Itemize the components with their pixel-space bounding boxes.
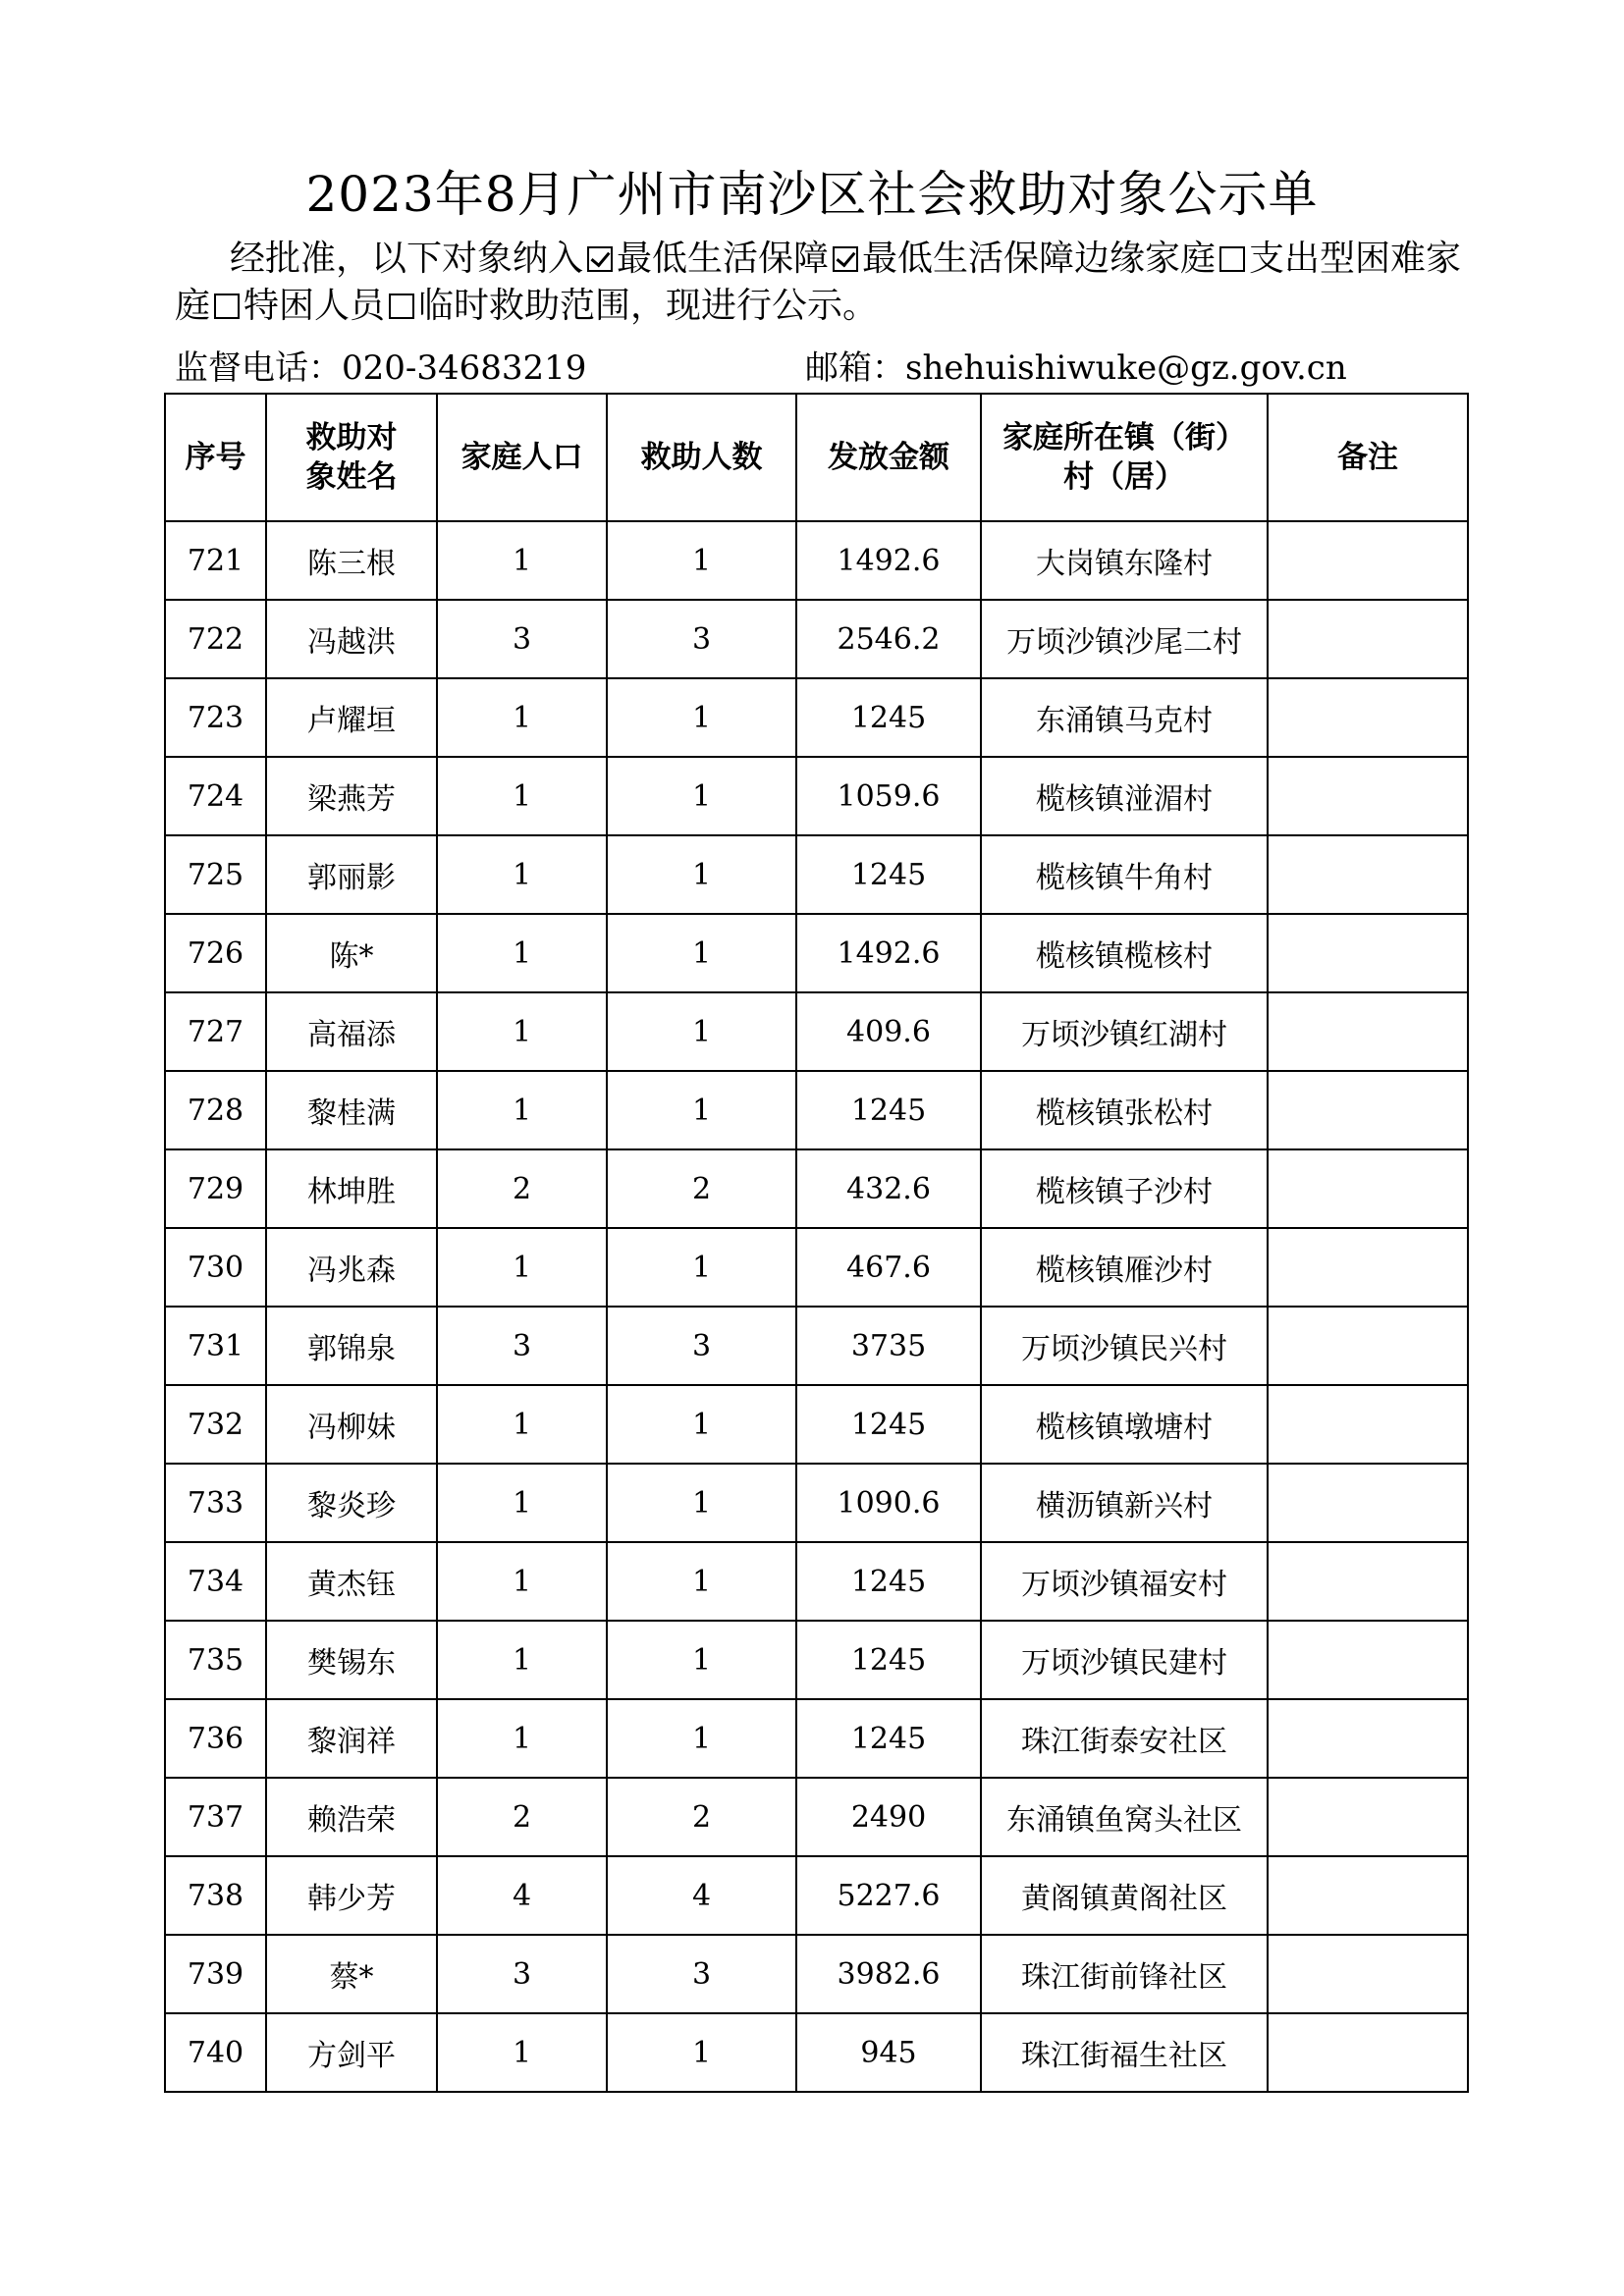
cell-name: 卢耀垣: [266, 678, 437, 757]
cell-remarks: [1268, 2013, 1468, 2092]
cell-serial: 724: [165, 757, 266, 835]
cell-amount: 1059.6: [796, 757, 981, 835]
table-row: [165, 1149, 1468, 1228]
cell-family-size: 3: [437, 1935, 607, 2013]
cell-aided-count: 1: [607, 1621, 796, 1699]
cell-location: 东涌镇马克村: [981, 678, 1268, 757]
table-row: [165, 992, 1468, 1071]
table-row: [165, 835, 1468, 914]
cell-aided-count: 3: [607, 1935, 796, 2013]
cell-serial: 740: [165, 2013, 266, 2092]
cell-aided-count: 4: [607, 1856, 796, 1935]
cell-family-size: 2: [437, 1778, 607, 1856]
header-location: 家庭所在镇（街）村（居）: [981, 394, 1268, 521]
cell-name: 黄杰钰: [266, 1542, 437, 1621]
table-row: [165, 1856, 1468, 1935]
cell-aided-count: 1: [607, 1071, 796, 1149]
cell-aided-count: 1: [607, 678, 796, 757]
cell-serial: 726: [165, 914, 266, 992]
cell-location: 珠江街福生社区: [981, 2013, 1268, 2092]
table-row: [165, 678, 1468, 757]
cell-name: 樊锡东: [266, 1621, 437, 1699]
table-row: [165, 2013, 1468, 2092]
option-label: 支出型困难家庭: [175, 239, 1462, 326]
cell-amount: 1245: [796, 678, 981, 757]
cell-remarks: [1268, 1149, 1468, 1228]
cell-aided-count: 1: [607, 914, 796, 992]
table-row: [165, 1699, 1468, 1778]
header-aided-count: 救助人数: [607, 394, 796, 521]
cell-amount: 467.6: [796, 1228, 981, 1307]
cell-name: 林坤胜: [266, 1149, 437, 1228]
cell-location: 珠江街泰安社区: [981, 1699, 1268, 1778]
cell-serial: 733: [165, 1464, 266, 1542]
cell-aided-count: 1: [607, 1464, 796, 1542]
cell-family-size: 1: [437, 1071, 607, 1149]
table-row: [165, 1385, 1468, 1464]
unchecked-checkbox-icon: [389, 294, 414, 319]
cell-amount: 2490: [796, 1778, 981, 1856]
cell-location: 榄核镇牛角村: [981, 835, 1268, 914]
option-label: 最低生活保障: [617, 239, 830, 279]
intro-suffix: 范围，现进行公示。: [560, 286, 879, 326]
cell-amount: 945: [796, 2013, 981, 2092]
cell-aided-count: 3: [607, 1307, 796, 1385]
table-row: [165, 1464, 1468, 1542]
option-label: 特困人员: [244, 286, 386, 326]
cell-location: 万顷沙镇红湖村: [981, 992, 1268, 1071]
table-row: [165, 1228, 1468, 1307]
cell-family-size: 1: [437, 1542, 607, 1621]
cell-name: 冯越洪: [266, 600, 437, 678]
cell-amount: 3735: [796, 1307, 981, 1385]
email-address: 邮箱：shehuishiwuke@gz.gov.cn: [805, 348, 1347, 388]
recipients-table: [164, 393, 1469, 2093]
checked-checkbox-icon: [587, 246, 613, 272]
cell-name: 赖浩荣: [266, 1778, 437, 1856]
cell-serial: 721: [165, 521, 266, 600]
cell-aided-count: 3: [607, 600, 796, 678]
table-header-row: [165, 394, 1468, 521]
cell-aided-count: 1: [607, 1228, 796, 1307]
cell-remarks: [1268, 992, 1468, 1071]
option-label: 临时救助: [418, 286, 561, 326]
cell-remarks: [1268, 835, 1468, 914]
header-amount: 发放金额: [796, 394, 981, 521]
cell-aided-count: 1: [607, 835, 796, 914]
cell-serial: 723: [165, 678, 266, 757]
cell-aided-count: 1: [607, 1542, 796, 1621]
table-row: [165, 1935, 1468, 2013]
cell-family-size: 3: [437, 600, 607, 678]
cell-aided-count: 1: [607, 521, 796, 600]
table-row: [165, 1621, 1468, 1699]
cell-location: 万顷沙镇福安村: [981, 1542, 1268, 1621]
unchecked-checkbox-icon: [214, 294, 240, 319]
cell-serial: 736: [165, 1699, 266, 1778]
cell-remarks: [1268, 1464, 1468, 1542]
cell-location: 万顷沙镇民建村: [981, 1621, 1268, 1699]
cell-name: 冯兆森: [266, 1228, 437, 1307]
table-row: [165, 600, 1468, 678]
cell-remarks: [1268, 1228, 1468, 1307]
cell-serial: 738: [165, 1856, 266, 1935]
cell-name: 黎炎珍: [266, 1464, 437, 1542]
cell-location: 东涌镇鱼窝头社区: [981, 1778, 1268, 1856]
contact-line: [175, 348, 1471, 388]
cell-serial: 737: [165, 1778, 266, 1856]
cell-location: 万顷沙镇民兴村: [981, 1307, 1268, 1385]
cell-remarks: [1268, 1385, 1468, 1464]
cell-serial: 729: [165, 1149, 266, 1228]
table-row: [165, 1071, 1468, 1149]
cell-serial: 727: [165, 992, 266, 1071]
cell-remarks: [1268, 600, 1468, 678]
cell-location: 榄核镇雁沙村: [981, 1228, 1268, 1307]
cell-family-size: 1: [437, 992, 607, 1071]
cell-name: 蔡*: [266, 1935, 437, 2013]
cell-location: 大岗镇东隆村: [981, 521, 1268, 600]
cell-amount: 1245: [796, 1385, 981, 1464]
cell-name: 高福添: [266, 992, 437, 1071]
cell-serial: 734: [165, 1542, 266, 1621]
cell-name: 郭锦泉: [266, 1307, 437, 1385]
cell-location: 珠江街前锋社区: [981, 1935, 1268, 2013]
cell-remarks: [1268, 678, 1468, 757]
cell-family-size: 1: [437, 1699, 607, 1778]
cell-remarks: [1268, 521, 1468, 600]
table-row: [165, 914, 1468, 992]
cell-name: 陈*: [266, 914, 437, 992]
cell-location: 横沥镇新兴村: [981, 1464, 1268, 1542]
cell-aided-count: 1: [607, 2013, 796, 2092]
intro-prefix: 经批准，以下对象纳入: [230, 239, 584, 279]
cell-aided-count: 1: [607, 992, 796, 1071]
cell-remarks: [1268, 1935, 1468, 2013]
cell-serial: 735: [165, 1621, 266, 1699]
header-name: 救助对象姓名: [266, 394, 437, 521]
cell-family-size: 1: [437, 1621, 607, 1699]
cell-aided-count: 1: [607, 1385, 796, 1464]
cell-serial: 722: [165, 600, 266, 678]
cell-amount: 3982.6: [796, 1935, 981, 2013]
cell-remarks: [1268, 914, 1468, 992]
cell-name: 冯柳妹: [266, 1385, 437, 1464]
cell-amount: 1245: [796, 1621, 981, 1699]
cell-aided-count: 2: [607, 1778, 796, 1856]
cell-remarks: [1268, 1071, 1468, 1149]
cell-name: 梁燕芳: [266, 757, 437, 835]
cell-family-size: 1: [437, 1385, 607, 1464]
cell-amount: 432.6: [796, 1149, 981, 1228]
cell-location: 榄核镇子沙村: [981, 1149, 1268, 1228]
cell-family-size: 1: [437, 2013, 607, 2092]
cell-name: 方剑平: [266, 2013, 437, 2092]
cell-amount: 1492.6: [796, 914, 981, 992]
cell-name: 韩少芳: [266, 1856, 437, 1935]
cell-name: 黎桂满: [266, 1071, 437, 1149]
cell-family-size: 1: [437, 914, 607, 992]
table-row: [165, 1542, 1468, 1621]
cell-location: 榄核镇墩塘村: [981, 1385, 1268, 1464]
cell-remarks: [1268, 1542, 1468, 1621]
table-row: [165, 757, 1468, 835]
cell-amount: 409.6: [796, 992, 981, 1071]
unchecked-checkbox-icon: [1219, 246, 1245, 272]
cell-amount: 1245: [796, 835, 981, 914]
cell-amount: 1245: [796, 1071, 981, 1149]
header-serial: 序号: [165, 394, 266, 521]
cell-aided-count: 2: [607, 1149, 796, 1228]
cell-amount: 1492.6: [796, 521, 981, 600]
cell-name: 陈三根: [266, 521, 437, 600]
cell-remarks: [1268, 757, 1468, 835]
cell-aided-count: 1: [607, 757, 796, 835]
table-row: [165, 1778, 1468, 1856]
cell-family-size: 4: [437, 1856, 607, 1935]
cell-remarks: [1268, 1699, 1468, 1778]
cell-location: 黄阁镇黄阁社区: [981, 1856, 1268, 1935]
cell-remarks: [1268, 1778, 1468, 1856]
cell-location: 榄核镇湴湄村: [981, 757, 1268, 835]
cell-name: 郭丽影: [266, 835, 437, 914]
header-family-size: 家庭人口: [437, 394, 607, 521]
cell-family-size: 1: [437, 757, 607, 835]
cell-location: 榄核镇榄核村: [981, 914, 1268, 992]
cell-location: 万顷沙镇沙尾二村: [981, 600, 1268, 678]
cell-serial: 739: [165, 1935, 266, 2013]
supervision-phone: 监督电话：020-34683219: [175, 348, 587, 388]
intro-paragraph: [175, 236, 1471, 330]
table-row: [165, 521, 1468, 600]
cell-location: 榄核镇张松村: [981, 1071, 1268, 1149]
cell-family-size: 1: [437, 1464, 607, 1542]
cell-family-size: 3: [437, 1307, 607, 1385]
cell-serial: 732: [165, 1385, 266, 1464]
cell-amount: 1245: [796, 1542, 981, 1621]
cell-amount: 1090.6: [796, 1464, 981, 1542]
cell-amount: 2546.2: [796, 600, 981, 678]
cell-family-size: 1: [437, 678, 607, 757]
cell-amount: 5227.6: [796, 1856, 981, 1935]
table-row: [165, 1307, 1468, 1385]
cell-family-size: 2: [437, 1149, 607, 1228]
cell-remarks: [1268, 1307, 1468, 1385]
cell-serial: 728: [165, 1071, 266, 1149]
option-label: 最低生活保障边缘家庭: [862, 239, 1217, 279]
cell-amount: 1245: [796, 1699, 981, 1778]
cell-remarks: [1268, 1856, 1468, 1935]
checked-checkbox-icon: [833, 246, 858, 272]
cell-aided-count: 1: [607, 1699, 796, 1778]
cell-serial: 730: [165, 1228, 266, 1307]
table-body: [165, 521, 1468, 2092]
page-title: 2023年8月广州市南沙区社会救助对象公示单: [305, 166, 1319, 223]
cell-serial: 731: [165, 1307, 266, 1385]
cell-name: 黎润祥: [266, 1699, 437, 1778]
header-remarks: 备注: [1268, 394, 1468, 521]
cell-remarks: [1268, 1621, 1468, 1699]
cell-family-size: 1: [437, 835, 607, 914]
cell-family-size: 1: [437, 1228, 607, 1307]
cell-serial: 725: [165, 835, 266, 914]
cell-family-size: 1: [437, 521, 607, 600]
